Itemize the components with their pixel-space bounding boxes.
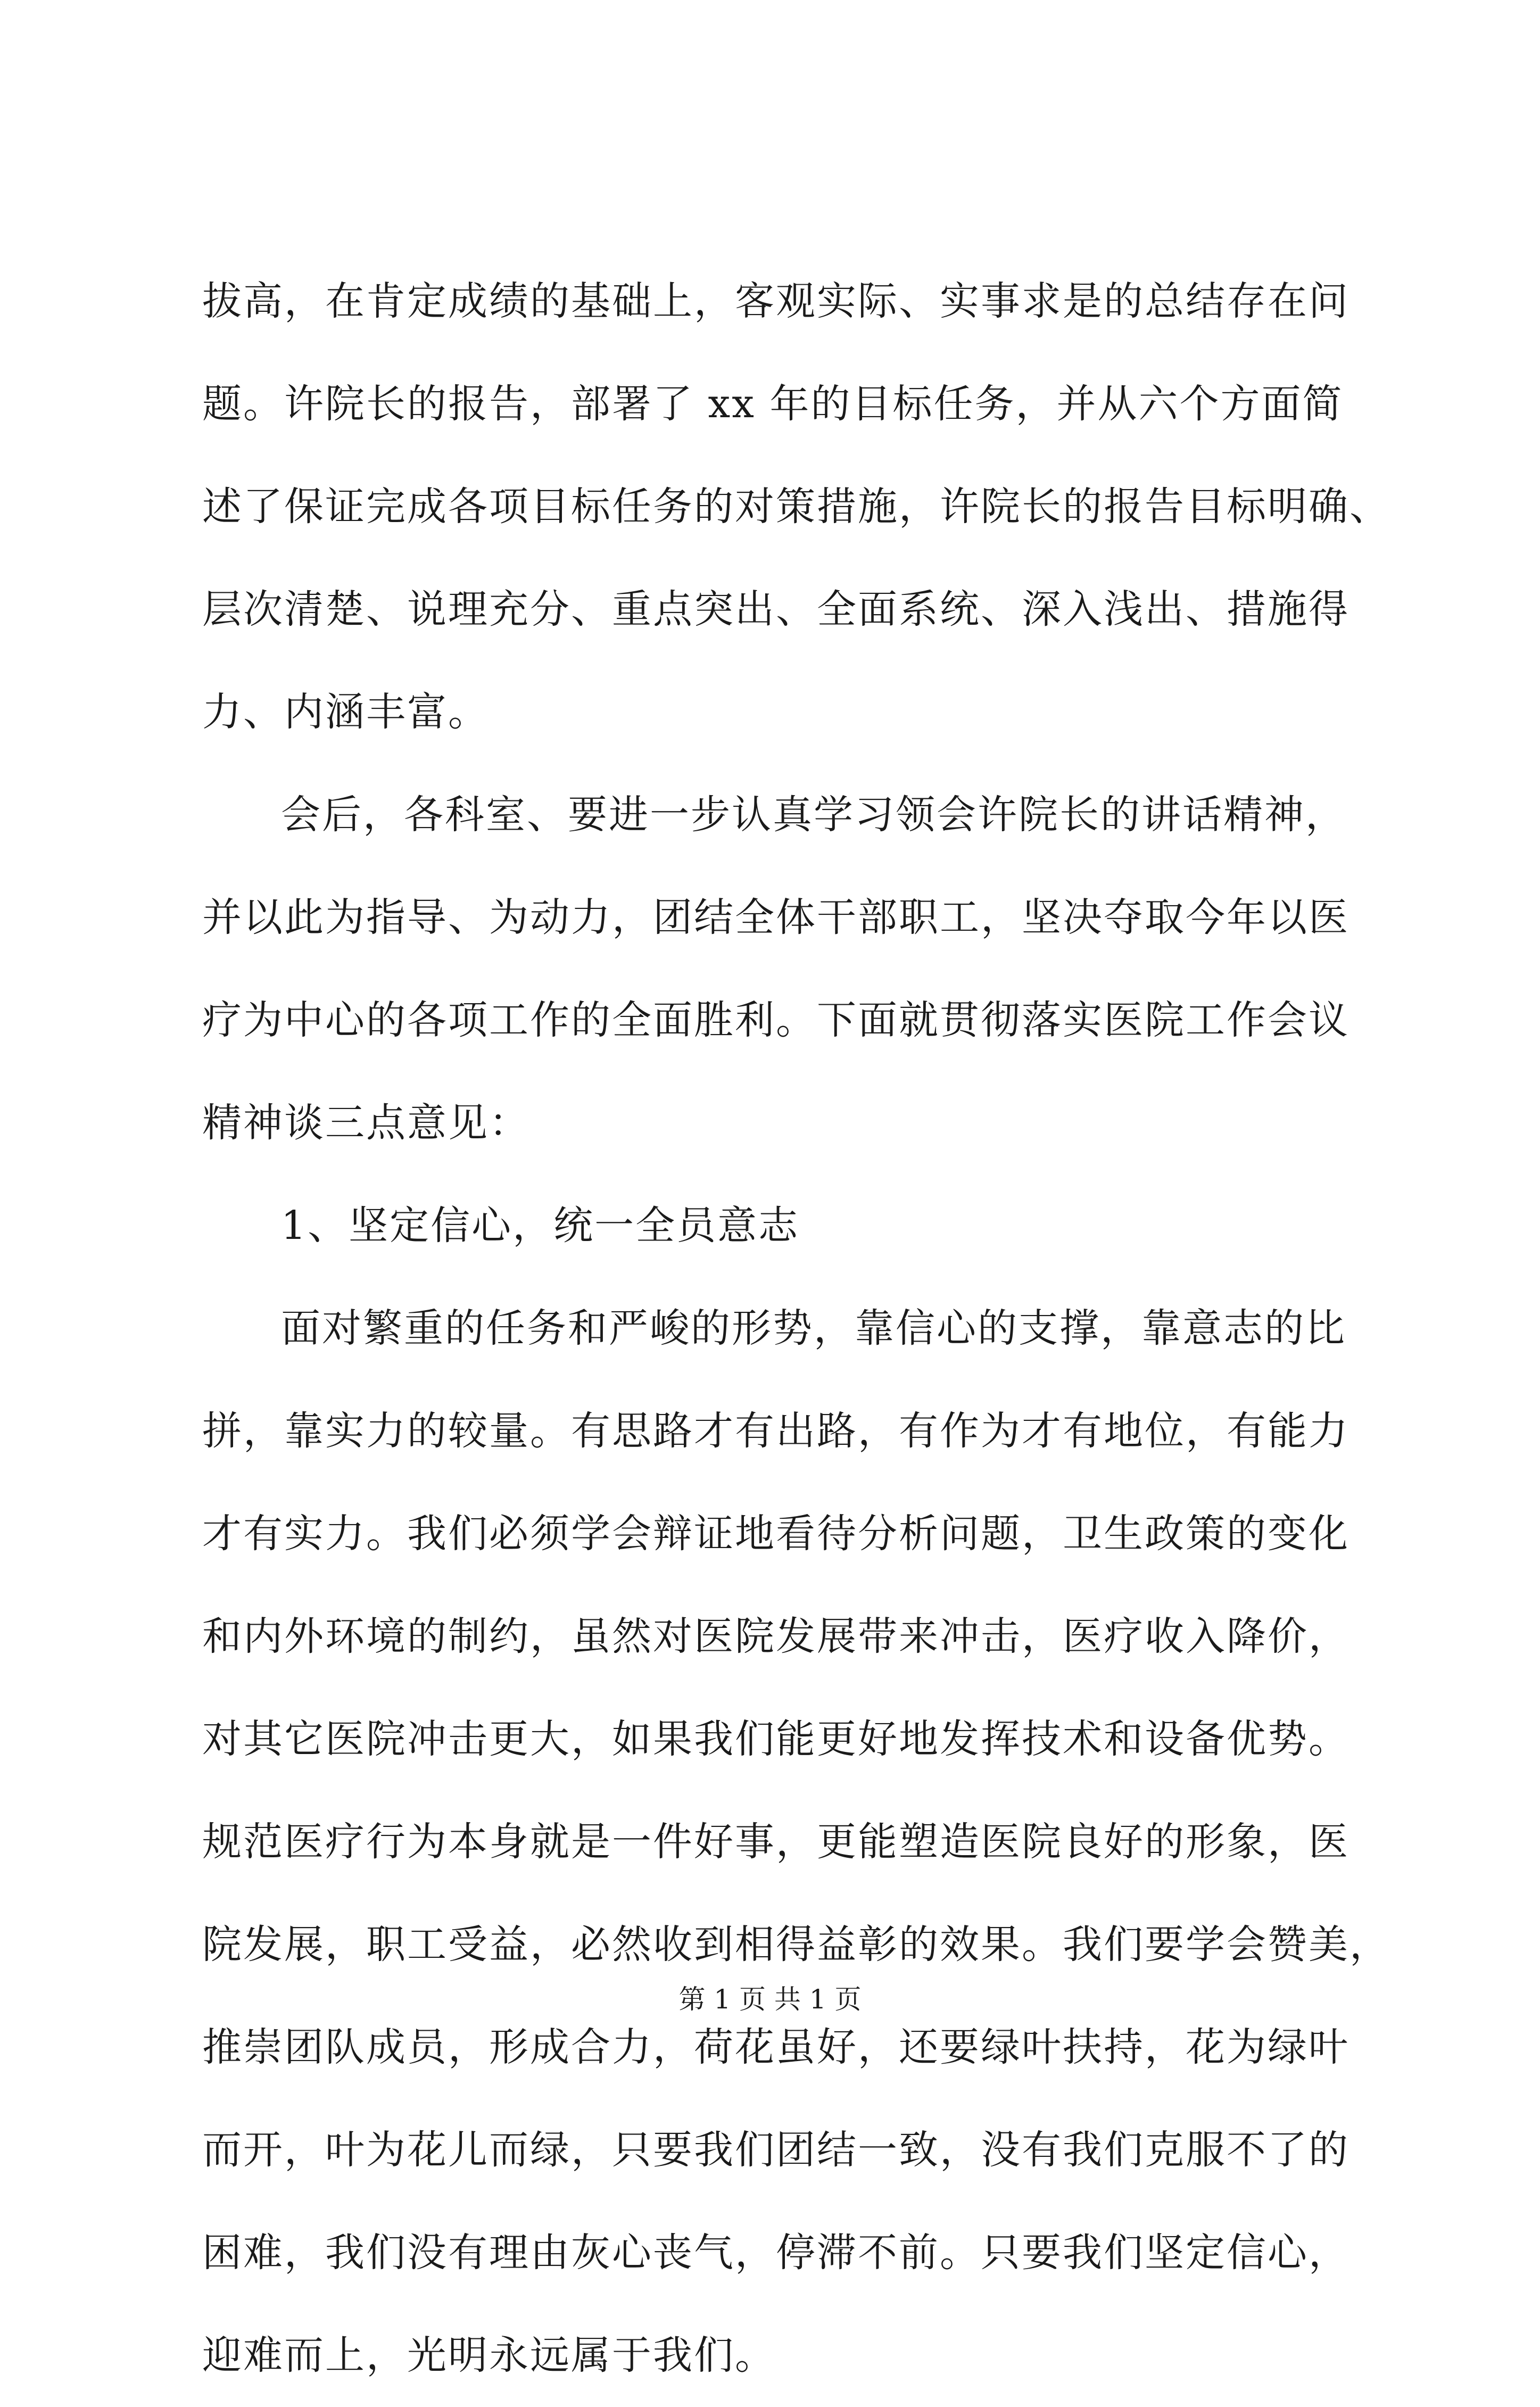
text-line: 力、内涵丰富。 xyxy=(202,689,489,735)
text-line: 院发展，职工受益，必然收到相得益彰的效果。我们要学会赞美， xyxy=(202,1922,1390,1967)
text-line: 并以此为指导、为动力，团结全体干部职工，坚决夺取今年以医 xyxy=(202,895,1349,940)
text-line: 面对繁重的任务和严峻的形势，靠信心的支撑，靠意志的比 xyxy=(281,1305,1346,1351)
text-line: 规范医疗行为本身就是一件好事，更能塑造医院良好的形象，医 xyxy=(202,1819,1349,1865)
page-footer: 第 1 页 共 1 页 xyxy=(678,1984,862,2015)
text-line: 述了保证完成各项目标任务的对策措施，许院长的报告目标明确、 xyxy=(202,484,1390,530)
text-line: 才有实力。我们必须学会辩证地看待分析问题，卫生政策的变化 xyxy=(202,1511,1349,1557)
text-line: 推崇团队成员，形成合力，荷花虽好，还要绿叶扶持，花为绿叶 xyxy=(202,2024,1349,2070)
text-line: 题。许院长的报告，部署了 xx 年的目标任务，并从六个方面简 xyxy=(202,381,1344,427)
text-line: 迎难而上，光明永远属于我们。 xyxy=(202,2332,776,2378)
text-line: 困难，我们没有理由灰心丧气，停滞不前。只要我们坚定信心， xyxy=(202,2230,1349,2276)
text-line: 拔高，在肯定成绩的基础上，客观实际、实事求是的总结存在问 xyxy=(202,278,1349,324)
text-line: 而开，叶为花儿而绿，只要我们团结一致，没有我们克服不了的 xyxy=(202,2127,1349,2173)
document-body xyxy=(202,250,1405,2407)
text-line: 拼，靠实力的较量。有思路才有出路，有作为才有地位，有能力 xyxy=(202,1408,1349,1454)
text-line: 精神谈三点意见： xyxy=(202,1100,530,1146)
text-line: 层次清楚、说理充分、重点突出、全面系统、深入浅出、措施得 xyxy=(202,586,1349,632)
text-line: 会后，各科室、要进一步认真学习领会许院长的讲话精神， xyxy=(281,792,1346,838)
text-line: 和内外环境的制约，虽然对医院发展带来冲击，医疗收入降价， xyxy=(202,1614,1349,1659)
text-line: 疗为中心的各项工作的全面胜利。下面就贯彻落实医院工作会议 xyxy=(202,997,1349,1043)
section-heading: 1、坚定信心，统一全员意志 xyxy=(281,1203,800,1248)
text-line: 对其它医院冲击更大，如果我们能更好地发挥技术和设备优势。 xyxy=(202,1716,1349,1762)
